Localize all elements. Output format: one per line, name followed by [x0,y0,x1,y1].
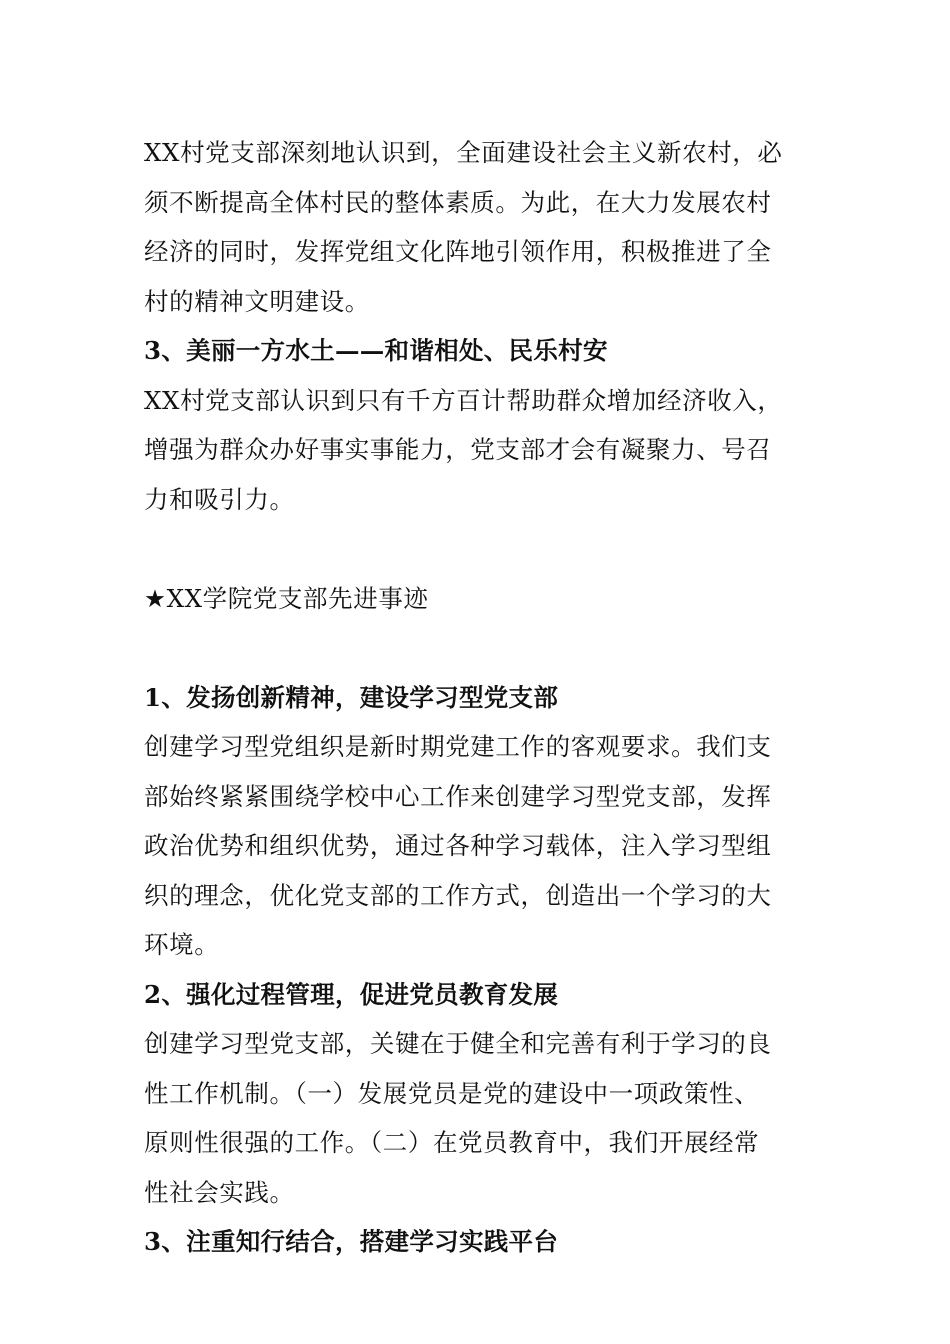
text-line: 部始终紧紧围绕学校中心工作来创建学习型党支部，发挥 [144,781,772,811]
text-line: 须不断提高全体村民的整体素质。为此，在大力发展农村 [144,187,772,217]
document-page [144,128,812,1267]
text-line: 性社会实践。 [144,1177,295,1207]
paragraph-party-education [144,1019,812,1217]
text-line: 性工作机制。（一）发展党员是党的建设中一项政策性、 [144,1078,760,1108]
text-line: 环境。 [144,930,220,959]
heading-process-management: 2、强化过程管理，促进党员教育发展 [144,979,559,1009]
paragraph-learning-organization [144,722,812,970]
text-line: 村的精神文明建设。 [144,286,370,316]
text-line: 创建学习型党组织是新时期党建工作的客观要求。我们支 [144,732,772,761]
text-line: XX村党支部深刻地认识到，全面建设社会主义新农村，必 [144,138,783,167]
paragraph-village-economy [144,376,812,525]
text-line: 原则性很强的工作。（二）在党员教育中，我们开展经常 [144,1128,760,1157]
text-line: 政治优势和组织优势，通过各种学习载体，注入学习型组 [144,831,772,860]
text-line: 创建学习型党支部，关键在于健全和完善有利于学习的良 [144,1029,772,1058]
text-line: 织的理念，优化党支部的工作方式，创造出一个学习的大 [144,880,772,910]
spacer [144,623,812,673]
text-line: XX村党支部认识到只有千方百计帮助群众增加经济收入， [144,385,783,415]
heading-innovation: 1、发扬创新精神，建设学习型党支部 [144,682,559,712]
text-line: 经济的同时，发挥党组文化阵地引领作用，积极推进了全 [144,237,772,266]
text-line: 力和吸引力。 [144,484,295,514]
spacer [144,524,812,574]
heading-practice-platform: 3、注重知行结合，搭建学习实践平台 [144,1227,559,1256]
paragraph-village-civilization [144,128,812,326]
heading-harmony: 3、美丽一方水土——和谐相处、民乐村安 [144,336,608,365]
section-title-college: ★XX学院党支部先进事迹 [144,583,429,613]
text-line: 增强为群众办好事实事能力，党支部才会有凝聚力、号召 [144,435,772,464]
